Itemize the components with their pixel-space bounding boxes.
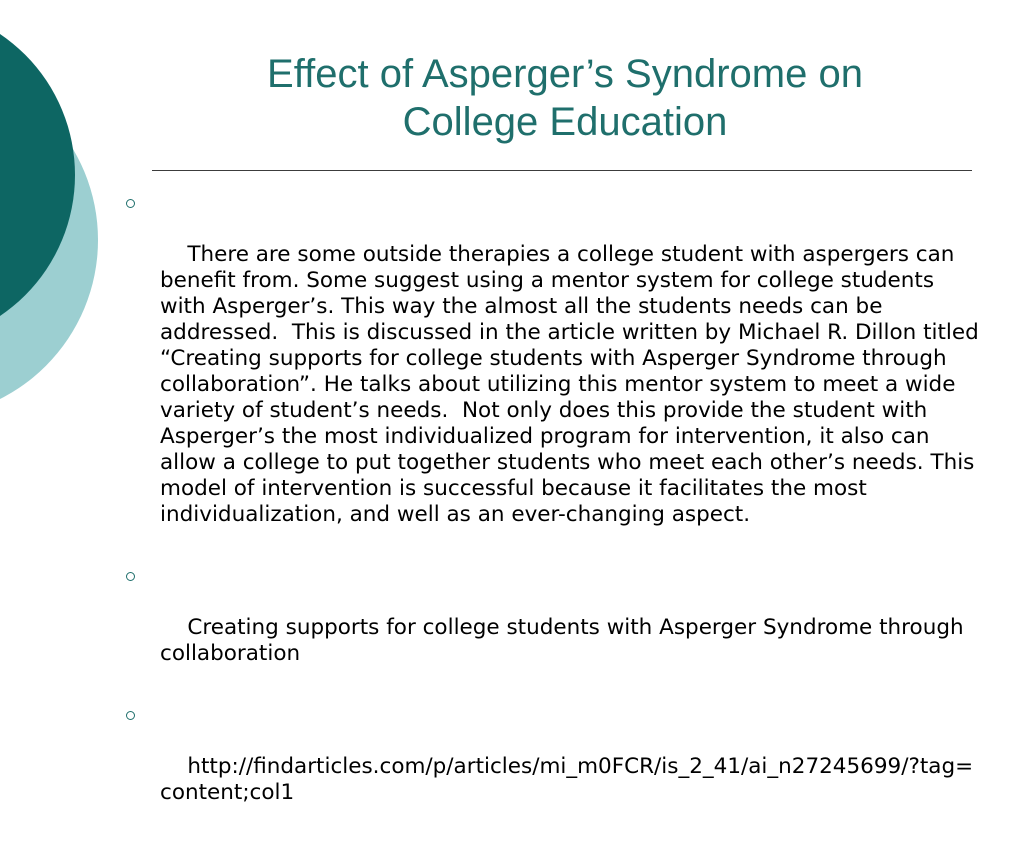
circle-bullet-icon bbox=[126, 572, 135, 581]
bullet-item-url bbox=[120, 702, 980, 832]
bullet-text-url: http://findarticles.com/p/articles/mi_m0FCR/is_2_41/ai_n27245699/?tag=content;col1 bbox=[160, 754, 974, 805]
bullet-item-paragraph bbox=[120, 190, 986, 554]
title-line-2: College Education bbox=[402, 100, 728, 144]
bullet-item-article-title bbox=[120, 563, 980, 693]
circle-bullet-icon bbox=[126, 199, 135, 208]
bullet-text-article-title: Creating supports for college students with Asperger Syndrome through collaboration bbox=[160, 615, 971, 666]
circles-graphic bbox=[0, 0, 110, 420]
bullet-list bbox=[120, 190, 986, 841]
circle-bullet-icon bbox=[126, 711, 135, 720]
title-divider bbox=[152, 170, 972, 171]
bullet-text-paragraph: There are some outside therapies a college student with aspergers can benefit from. Some suggest using a mentor system for college students with Asperger’s. This way the almost all the students needs can be addressed. This is discussed in the article written by Michael R. Dillon titled “Creating supports for college students with Asperger Syndrome through collaboration”. He talks about utilizing this mentor system to meet a wide variety of student’s needs. Not only does this provide the student with Asperger’s the most individualized program for intervention, it also can allow a college to put together students who meet each other’s needs. This model of intervention is successful because it facilitates the most individualization, and well as an ever-changing aspect. bbox=[160, 242, 986, 527]
slide-title bbox=[190, 50, 940, 146]
title-line-1: Effect of Asperger’s Syndrome on bbox=[267, 52, 863, 96]
decorative-circles bbox=[0, 0, 110, 420]
